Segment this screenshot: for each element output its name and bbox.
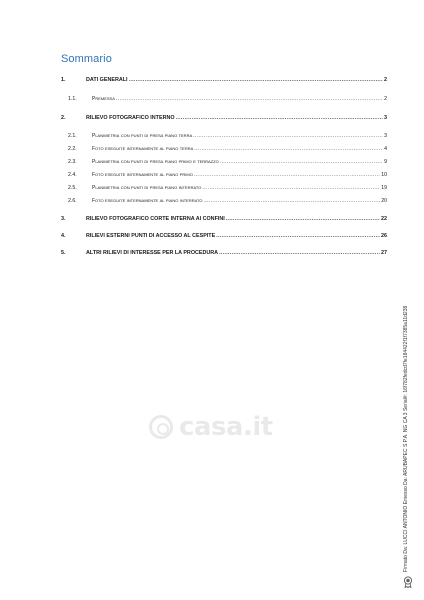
toc-entry[interactable]	[61, 114, 387, 123]
toc-entry-number: 2.2.	[68, 146, 77, 152]
toc-entry-label: Foto eseguite internamente al piano primo	[92, 172, 193, 178]
toc-entry[interactable]	[61, 95, 387, 104]
toc-entry[interactable]	[61, 158, 387, 167]
toc-dot-leader	[194, 145, 383, 154]
toc-entry-number: 4.	[61, 233, 66, 239]
toc-dot-leader	[220, 158, 383, 167]
toc-dot-leader	[216, 232, 380, 241]
toc-entry-page: 3	[384, 133, 387, 139]
seal-icon	[403, 576, 413, 588]
toc-dot-leader	[203, 197, 380, 206]
toc-entry-page: 2	[384, 77, 387, 83]
toc-dot-leader	[202, 184, 380, 193]
toc-entry[interactable]	[61, 132, 387, 141]
toc-entry-label: Planimetria con punti di presa piano terra	[92, 133, 193, 139]
toc-entry-label: Planimetria con punti di presa piano interrato	[92, 185, 202, 191]
toc-entry-page: 22	[381, 216, 387, 222]
toc-entry[interactable]	[61, 171, 387, 180]
toc-entry-page: 19	[381, 185, 387, 191]
toc-entry-number: 1.	[61, 77, 66, 83]
toc-entry-number: 3.	[61, 216, 66, 222]
toc-entry-label: Planimetria con punti di presa piano primo e terrazzo	[92, 159, 219, 165]
toc-entry-number: 2.4.	[68, 172, 77, 178]
signature-text: Firmato Da: LUCCI ANTONIO Emesso Da: ARUBAPEC S.P.A. NG CA 3 Serial#: 16f782fedcd7fe184422f1f7385a11d238	[403, 305, 409, 572]
toc-entry[interactable]	[61, 76, 387, 85]
toc-dot-leader	[226, 215, 380, 224]
toc-entry-number: 1.1.	[68, 96, 77, 102]
toc-entry-label: DATI GENERALI	[86, 77, 128, 83]
toc-entry-label: RILIEVO FOTOGRAFICO CORTE INTERNA AI CONFINI	[86, 216, 225, 222]
toc-dot-leader	[219, 249, 380, 258]
toc-entry[interactable]	[61, 197, 387, 206]
toc-dot-leader	[129, 76, 383, 85]
toc-entry[interactable]	[61, 232, 387, 241]
toc-entry-label: Foto eseguite internamente al piano interrato	[92, 198, 203, 204]
toc-entry-number: 2.3.	[68, 159, 77, 165]
toc-entry-label: RILIEVO FOTOGRAFICO INTERNO	[86, 115, 175, 121]
toc-entry-page: 9	[384, 159, 387, 165]
toc-dot-leader	[194, 171, 380, 180]
toc-entry-page: 27	[381, 250, 387, 256]
toc-dot-leader	[176, 114, 383, 123]
toc-entry-label: Foto eseguite internamente al piano terra	[92, 146, 194, 152]
toc-title: Sommario	[61, 53, 112, 65]
toc-entry[interactable]	[61, 145, 387, 154]
digital-signature-strip	[399, 288, 413, 572]
casa-it-watermark	[149, 408, 287, 446]
toc-entry-label: Premessa	[92, 96, 115, 102]
toc-entry-page: 20	[381, 198, 387, 204]
toc-entry-number: 2.	[61, 115, 66, 121]
toc-dot-leader	[193, 132, 383, 141]
toc-entry-number: 5.	[61, 250, 66, 256]
casa-logo-icon	[149, 415, 173, 439]
toc-dot-leader	[116, 95, 383, 104]
toc-entry[interactable]	[61, 249, 387, 258]
toc-entry-page: 3	[384, 115, 387, 121]
toc-entry-label: RILIEVI ESTERNI PUNTI DI ACCESSO AL CESPITE	[86, 233, 216, 239]
toc-entry-number: 2.5.	[68, 185, 77, 191]
toc-entry-label: ALTRI RILIEVI DI INTERESSE PER LA PROCEDURA	[86, 250, 219, 256]
toc-entry[interactable]	[61, 215, 387, 224]
watermark-text: casa.it	[179, 412, 273, 442]
toc-entry-page: 4	[384, 146, 387, 152]
toc-entry-number: 2.6.	[68, 198, 77, 204]
toc-entry-number: 2.1.	[68, 133, 77, 139]
toc-entry-page: 10	[381, 172, 387, 178]
toc-entry-page: 2	[384, 96, 387, 102]
toc-entry[interactable]	[61, 184, 387, 193]
toc-entry-page: 26	[381, 233, 387, 239]
